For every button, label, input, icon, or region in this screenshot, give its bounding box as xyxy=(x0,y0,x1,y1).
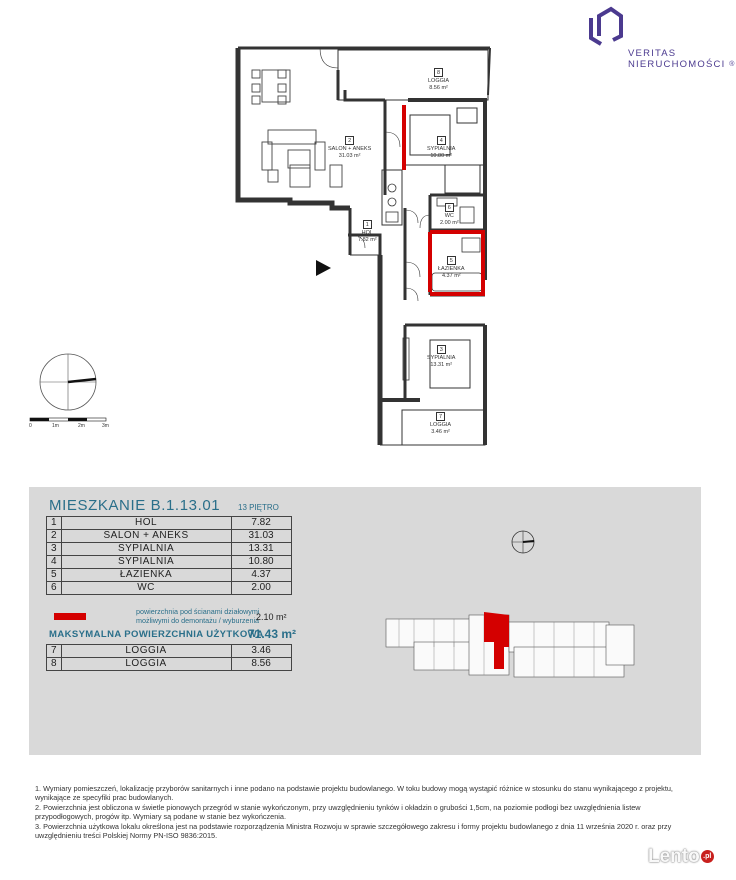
mini-compass-icon xyxy=(508,527,538,557)
room-label-loggia-8: 8 LOGGIA 8.56 m² xyxy=(428,70,450,91)
table-row: 6 WC 2.00 xyxy=(47,582,292,595)
compass-icon xyxy=(40,354,96,410)
rooms-table xyxy=(46,516,292,595)
veritas-logo-mark-icon xyxy=(585,6,625,46)
floor-plan xyxy=(0,40,500,450)
apartment-title: MIESZKANIE B.1.13.01 xyxy=(49,497,221,514)
room-label-hol: 1 HOL 7.82 m² xyxy=(358,222,377,243)
table-row: 5 ŁAZIENKA 4.37 xyxy=(47,569,292,582)
logo-line2: NIERUCHOMOŚCI xyxy=(628,59,726,70)
footnotes xyxy=(35,784,685,840)
footnote-2: 2. Powierzchnia jest obliczona w świetle pionowych przegród w stanie wykończonym, przy uwzględnieniu tynków i okładzin o grubości 1,5cm, na poziomie podłogi bez uwzględnienia listew przypodłogowych, progów itp. Wymiary są podane w stanie bez wykończenia. xyxy=(35,802,641,822)
table-row: 3 SYPIALNIA 13.31 xyxy=(47,543,292,556)
table-row: 8 LOGGIA 8.56 xyxy=(47,658,292,671)
scale-label-2m: 2m xyxy=(78,423,85,429)
floor-label: 13 PIĘTRO xyxy=(238,503,279,512)
room-label-bedroom-3: 3 SYPIALNIA 13.31 m² xyxy=(427,347,456,368)
footnote-1: 1. Wymiary pomieszczeń, lokalizację przyborów sanitarnych i inne podano na podstawie projektu budowlanego. W toku budowy mogą wystąpić różnice w stosunku do stanu wynikającego z projektu, wynikające ze specyfiki prac budowlanych. xyxy=(35,784,673,803)
demolition-legend-text: powierzchnia pod ścianami działowymi możliwymi do demontażu / wyburzenia xyxy=(136,607,260,625)
table-row: 1 HOL 7.82 xyxy=(47,517,292,530)
room-label-lazienka: 5 ŁAZIENKA 4.37 m² xyxy=(438,258,465,279)
loggias-table xyxy=(46,644,292,671)
demolition-area-value: 2.10 m² xyxy=(256,612,287,622)
room-label-salon: 2 SALON + ANEKS 31.03 m² xyxy=(328,138,372,159)
veritas-logo xyxy=(585,6,736,76)
demolition-swatch xyxy=(54,613,86,620)
scale-label-1m: 1m xyxy=(52,423,59,429)
scale-label-3m: 3m xyxy=(102,423,109,429)
table-row: 4 SYPIALNIA 10.80 xyxy=(47,556,292,569)
footnote-3: 3. Powierzchnia użytkowa lokalu określona jest na podstawie rozporządzenia Ministra Rozwoju w sprawie szczegółowego zakresu i formy projektu budowlanego z dnia 11 września 2020 r. oraz przy uwzględnieniu treści Polskiej Normy PN-ISO 9836:2015. xyxy=(35,821,672,841)
room-label-wc: 6 WC 2.00 m² xyxy=(440,205,459,226)
floor-plan-drawing xyxy=(0,40,500,450)
lento-watermark: Lento .pl xyxy=(648,846,714,868)
table-row: 7 LOGGIA 3.46 xyxy=(47,645,292,658)
building-key-plan xyxy=(384,607,639,682)
max-area-value: 71.43 m² xyxy=(248,627,297,641)
room-label-loggia-7: 7 LOGGIA 3.46 m² xyxy=(430,414,452,435)
room-label-bedroom-4: 4 SYPIALNIA 10.80 m² xyxy=(427,138,456,159)
max-area-label: MAKSYMALNA POWIERZCHNIA UŻYTKOWA xyxy=(49,629,264,640)
watermark-suffix: .pl xyxy=(701,850,714,863)
table-row: 2 SALON + ANEKS 31.03 xyxy=(47,530,292,543)
demolition-legend xyxy=(46,608,298,625)
logo-text xyxy=(628,48,736,70)
max-area-row xyxy=(46,627,298,644)
entrance-arrow-icon xyxy=(316,260,331,276)
logo-line1: VERITAS xyxy=(628,48,677,59)
logo-registered-mark: ® xyxy=(729,61,736,68)
scale-bar xyxy=(30,418,106,421)
scale-label-0: 0 xyxy=(29,423,32,429)
